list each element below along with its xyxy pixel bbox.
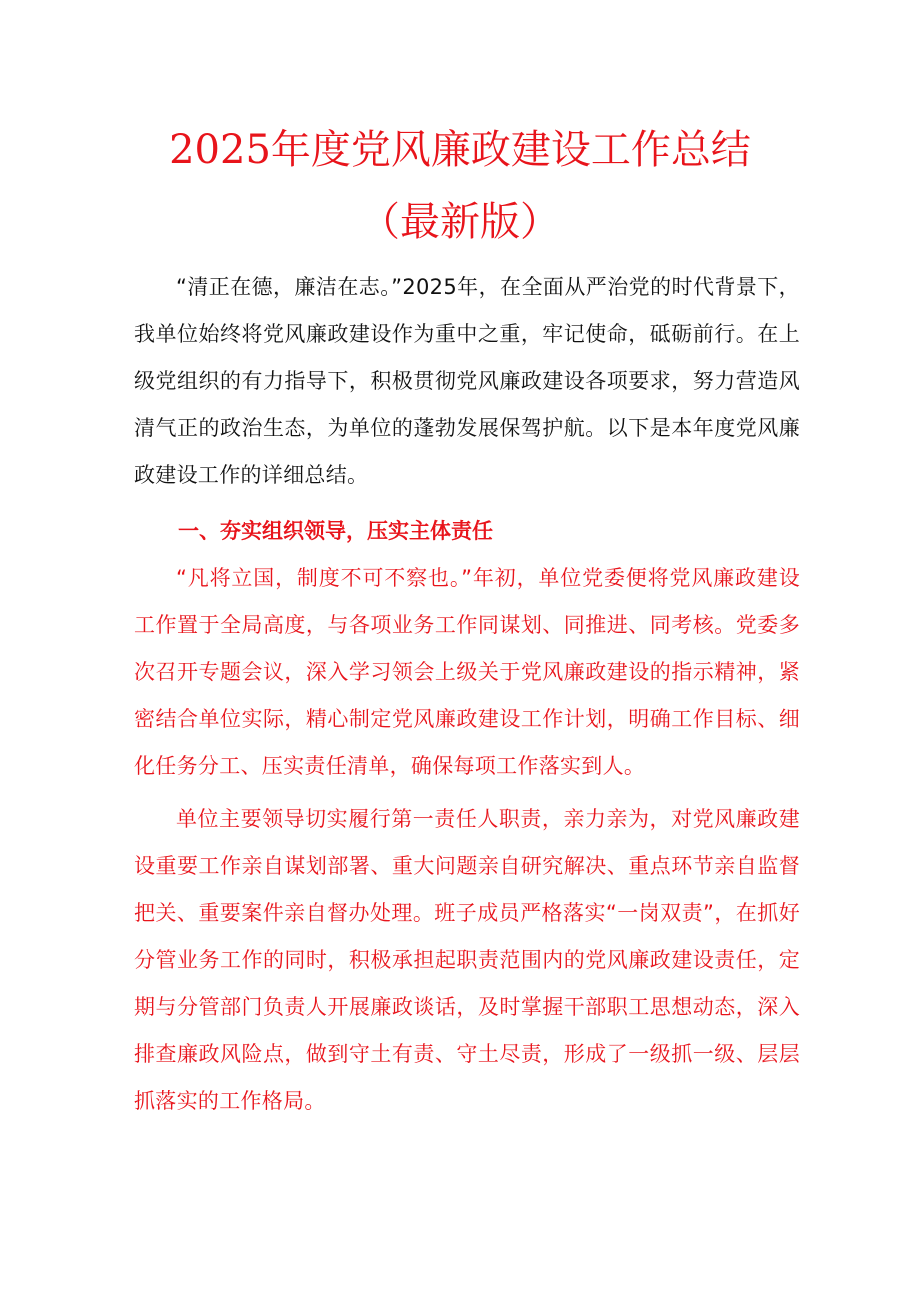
section-heading: 一、夯实组织领导，压实主体责任 <box>178 519 493 543</box>
document-subtitle: （最新版） <box>360 199 560 245</box>
section-paragraph-1: “凡将立国，制度不可不察也。”年初，单位党委便将党风廉政建设工作置于全局高度，与各项业务工作同谋划、同推进、同考核。党委多次召开专题会议，深入学习领会上级关于党风廉政建设的指示精神，紧密结合单位实际，精心制定党风廉政建设工作计划，明确工作目标、细化任务分工、压实责任清单，确保每项工作落实到人。 <box>134 566 800 778</box>
document-title: 2025年度党风廉政建设工作总结 <box>169 127 751 173</box>
section-paragraph-2: 单位主要领导切实履行第一责任人职责，亲力亲为，对党风廉政建设重要工作亲自谋划部署、重大问题亲自研究解决、重点环节亲自监督把关、重要案件亲自督办处理。班子成员严格落实“一岗双责”，在抓好分管业务工作的同时，积极承担起职责范围内的党风廉政建设责任，定期与分管部门负责人开展廉政谈话，及时掌握干部职工思想动态，深入排查廉政风险点，做到守土有责、守土尽责，形成了一级抓一级、层层抓落实的工作格局。 <box>134 807 800 1113</box>
intro-paragraph: “清正在德，廉洁在志。”2025年，在全面从严治党的时代背景下，我单位始终将党风廉政建设作为重中之重，牢记使命，砥砺前行。在上级党组织的有力指导下，积极贯彻党风廉政建设各项要求，努力营造风清气正的政治生态，为单位的蓬勃发展保驾护航。以下是本年度党风廉政建设工作的详细总结。 <box>134 275 800 487</box>
